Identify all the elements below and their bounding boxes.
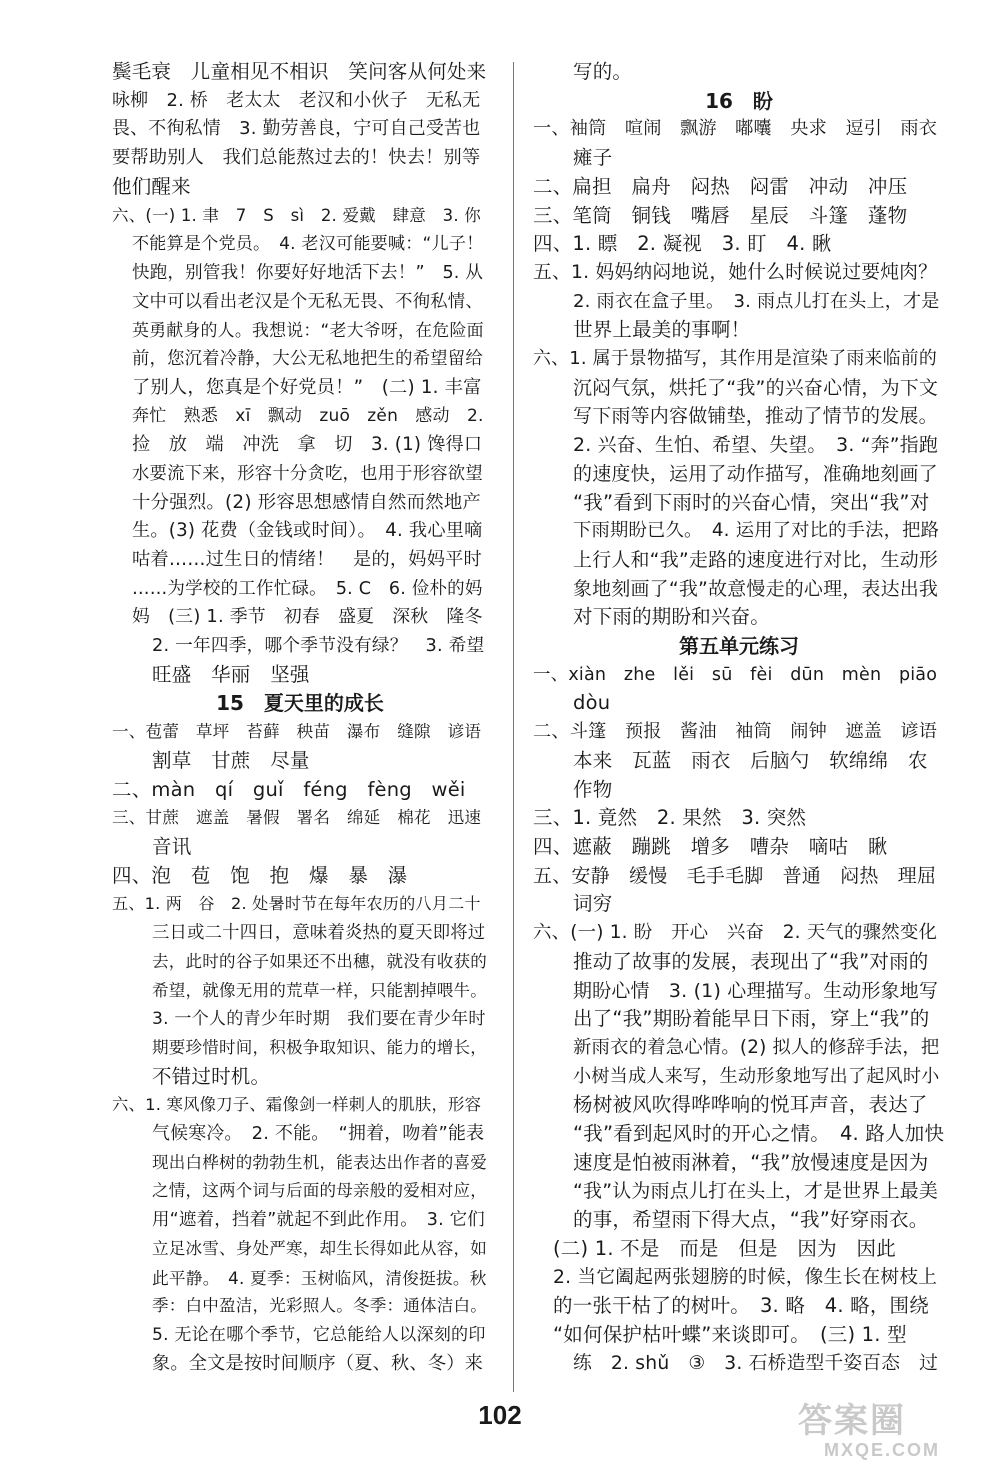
- answer-line: 他们醒来: [112, 174, 191, 198]
- answer-line: 下雨期盼已久。 4. 运用了对比的手法，把路: [573, 520, 940, 542]
- answer-line: 不错过时机。: [152, 1064, 271, 1088]
- answer-line: “如何保护枯叶蝶”来谈即可。 (三) 1. 型: [553, 1322, 907, 1346]
- answer-line: 三、甘蔗 遮盖 暑假 署名 绵延 棉花 迅速: [112, 808, 482, 828]
- answer-line: 象。全文是按时间顺序（夏、秋、冬）来: [152, 1352, 483, 1374]
- answer-line: 此平静。 4. 夏季：玉树临风，清俊挺拔。秋: [152, 1267, 487, 1288]
- answer-line: 3. 一个人的青少年时期 我们要在青少年时: [152, 1009, 486, 1030]
- answer-line: 二、扁担 扁舟 闷热 闷雷 冲动 冲压: [533, 174, 908, 198]
- answer-line: 一、xiàn zhe lěi sū fèi dūn mèn piāo: [533, 664, 938, 685]
- answer-line: 五、1. 两 谷 2. 处暑时节在每年农历的八月二十: [112, 894, 481, 914]
- answer-line: 之情，这两个词与后面的母亲般的爱相对应，: [152, 1181, 487, 1201]
- answer-line: 英勇献身的人。我想说：“老大爷呀，在危险面: [132, 320, 484, 341]
- answer-line: 去，此时的谷子如果还不出穗，就没有收获的: [152, 951, 487, 971]
- right-column: [533, 58, 945, 1378]
- answer-line: 音讯: [152, 834, 192, 858]
- answer-line: 奔忙 熟悉 xī 飘动 zuō zěn 感动 2.: [132, 406, 484, 427]
- answer-line: 对下雨的期盼和兴奋。: [573, 605, 771, 629]
- section-heading: 第五单元练习: [679, 634, 799, 659]
- answer-line: 割草 甘蔗 尽量: [152, 748, 310, 772]
- answer-line: 三、笔筒 铜钱 嘴唇 星辰 斗篷 蓬物: [533, 203, 908, 227]
- watermark-title: 答案圈: [798, 1402, 906, 1440]
- answer-line: 四、遮蔽 蹦跳 增多 嘈杂 嘀咕 瞅: [533, 834, 888, 858]
- answer-line: 出了“我”期盼着能早日下雨，穿上“我”的: [573, 1007, 930, 1031]
- answer-line: dòu: [573, 691, 611, 715]
- answer-line: “我”认为雨点儿打在头上，才是世界上最美: [573, 1180, 939, 1203]
- answer-line: 2. 当它阖起两张翅膀的时候，像生长在树枝上: [553, 1266, 938, 1288]
- page-number: 102: [478, 1400, 522, 1430]
- answer-line: 象地刻画了“我”故意慢走的心理，表达出我: [573, 577, 939, 600]
- answer-line: 十分强烈。(2) 形容思想感情自然而然地产: [132, 491, 482, 513]
- answer-line: 一、袖筒 喧闹 飘游 嘟囔 央求 逗引 雨衣: [533, 118, 938, 140]
- answer-line: 希望，就像无用的荒草一样，只能割掉喂牛。: [152, 980, 487, 1000]
- answer-line: 三、1. 竟然 2. 果然 3. 突然: [533, 806, 807, 830]
- answer-line: 五、安静 缓慢 毛手毛脚 普通 闷热 理屈: [533, 864, 937, 887]
- answer-line: 速度是怕被雨淋着，“我”放慢速度是因为: [573, 1150, 929, 1174]
- answer-line: 了别人，您真是个好党员！” (二) 1. 丰富: [132, 376, 482, 398]
- answer-line: 咕着……过生日的情绪！ 是的，妈妈平时: [132, 548, 482, 570]
- answer-line: 的速度快，运用了动作描写，准确地刻画了: [573, 462, 938, 485]
- answer-line: 五、1. 妈妈纳闷地说，她什么时候说过要炖肉？: [533, 261, 938, 283]
- answer-line: 六、(一) 1. 聿 7 S sì 2. 爱戴 肆意 3. 你: [112, 205, 481, 225]
- answer-line: (二) 1. 不是 而是 但是 因为 因此: [553, 1236, 896, 1260]
- section-heading: 16 盼: [705, 88, 773, 113]
- answer-line: 前，您沉着冷静，大公无私地把生的希望留给: [132, 349, 483, 370]
- answer-line: 旺盛 华丽 坚强: [152, 662, 310, 686]
- answer-line: 新雨衣的着急心情。(2) 拟人的修辞手法，把: [573, 1036, 940, 1058]
- answer-line: 小树当成人来写，生动形象地写出了起风时小: [573, 1065, 940, 1087]
- answer-line: 二、màn qí guǐ féng fèng wěi: [112, 777, 466, 801]
- answer-line: 推动了故事的发展，表现出了“我”对雨的: [573, 949, 929, 973]
- answer-line: 六、1. 属于景物描写，其作用是渲染了雨来临前的: [533, 348, 937, 370]
- answer-line: ……为学校的工作忙碌。 5. C 6. 俭朴的妈: [132, 578, 483, 599]
- left-column: [112, 58, 488, 1378]
- answer-line: 要帮助别人 我们总能熬过去的！快去！别等: [112, 147, 481, 169]
- answer-line: 5. 无论在哪个季节，它总能给人以深刻的印: [152, 1324, 486, 1345]
- answer-line: “我”看到下雨时的兴奋心情，突出“我”对: [573, 490, 930, 514]
- answer-line: 写的。: [573, 60, 633, 83]
- answer-line: 的事，希望雨下得大点，“我”好穿雨衣。: [573, 1208, 929, 1232]
- answer-line: 2. 兴奋、生怕、希望、失望。 3. “奔”指跑: [573, 434, 938, 457]
- answer-line: 作物: [573, 777, 613, 801]
- answer-line: 二、斗篷 预报 酱油 袖筒 闹钟 遮盖 谚语: [533, 721, 938, 743]
- answer-line: 气候寒冷。 2. 不能。 “拥着，吻着”能表: [152, 1123, 485, 1145]
- answer-line: 捡 放 端 冲洗 拿 切 3. (1) 馋得口: [132, 434, 483, 456]
- answer-line: 2. 雨衣在盒子里。 3. 雨点儿打在头上，才是: [573, 290, 940, 312]
- answer-line: 畏、不徇私情 3. 勤劳善良，宁可自己受苦也: [112, 118, 481, 140]
- answer-line: “我”看到起风时的开心之情。 4. 路人加快: [573, 1122, 945, 1146]
- answer-line: 写下雨等内容做铺垫，推动了情节的发展。: [573, 405, 938, 428]
- answer-line: 练 2. shǔ ③ 3. 石桥造型千姿百态 过: [573, 1352, 939, 1374]
- answer-line: 不能算是个党员。 4. 老汉可能要喊：“儿子！: [132, 234, 484, 255]
- answer-line: 快跑，别管我！你要好好地活下去！” 5. 从: [132, 262, 484, 283]
- watermark-url: MXQE.COM: [824, 1440, 941, 1460]
- answer-line: 立足冰雪、身处严寒，却生长得如此从容，如: [152, 1238, 487, 1258]
- answer-line: 期盼心情 3. (1) 心理描写。生动形象地写: [573, 979, 939, 1002]
- answer-line: 三日或二十四日，意味着炎热的夏天即将过: [152, 923, 486, 944]
- answer-line: 本来 瓦蓝 雨衣 后脑勺 软绵绵 农: [573, 748, 928, 772]
- answer-line: 世界上最美的事啊！: [573, 318, 751, 342]
- answer-line: 四、1. 瞟 2. 凝视 3. 盯 4. 瞅: [533, 232, 832, 256]
- answer-line: 杨树被风吹得哗哗响的悦耳声音，表达了: [573, 1093, 928, 1117]
- column-divider: [513, 62, 514, 1392]
- watermark-logo: [798, 1402, 978, 1462]
- answer-line: 咏柳 2. 桥 老太太 老汉和小伙子 无私无: [112, 89, 481, 111]
- answer-line: 瘫子: [573, 146, 613, 170]
- answer-line: 2. 一年四季，哪个季节没有绿？ 3. 希望: [152, 636, 485, 657]
- answer-line: 文中可以看出老汉是个无私无畏、不徇私情、: [132, 291, 483, 312]
- answer-line: 四、泡 苞 饱 抱 爆 暴 瀑: [112, 863, 408, 887]
- answer-line: 六、1. 寒风像刀子、霜像剑一样刺人的肌肤，形容: [112, 1095, 482, 1115]
- answer-line: 妈 (三) 1. 季节 初春 盛夏 深秋 隆冬: [132, 606, 483, 628]
- answer-line: 鬓毛衰 儿童相见不相识 笑问客从何处来: [112, 60, 487, 83]
- answer-line: 的一张干枯了的树叶。 3. 略 4. 略，围绕: [553, 1294, 929, 1318]
- answer-line: 生。(3) 花费（金钱或时间）。 4. 我心里嘀: [132, 520, 483, 542]
- answer-line: 上行人和“我”走路的速度进行对比，生动形: [573, 548, 939, 571]
- answer-line: 词穷: [573, 892, 613, 916]
- answer-line: 一、苞蕾 草坪 苔藓 秧苗 瀑布 缝隙 谚语: [112, 722, 482, 742]
- answer-line: 用“遮着，挡着”就起不到此作用。 3. 它们: [152, 1210, 485, 1231]
- answer-line: 期要珍惜时间，积极争取知识、能力的增长，: [152, 1037, 487, 1057]
- answer-line: 季：白中盈洁，光彩照人。冬季：通体洁白。: [152, 1296, 487, 1316]
- answer-line: 沉闷气氛，烘托了“我”的兴奋心情，为下文: [573, 376, 939, 399]
- answer-line: 六、(一) 1. 盼 开心 兴奋 2. 天气的骤然变化: [533, 922, 938, 944]
- answer-line: 水要流下来，形容十分贪吃，也用于形容欲望: [132, 463, 483, 484]
- section-heading: 15 夏天里的成长: [216, 691, 384, 716]
- answer-line: 现出白桦树的勃勃生机，能表达出作者的喜爱: [152, 1152, 487, 1172]
